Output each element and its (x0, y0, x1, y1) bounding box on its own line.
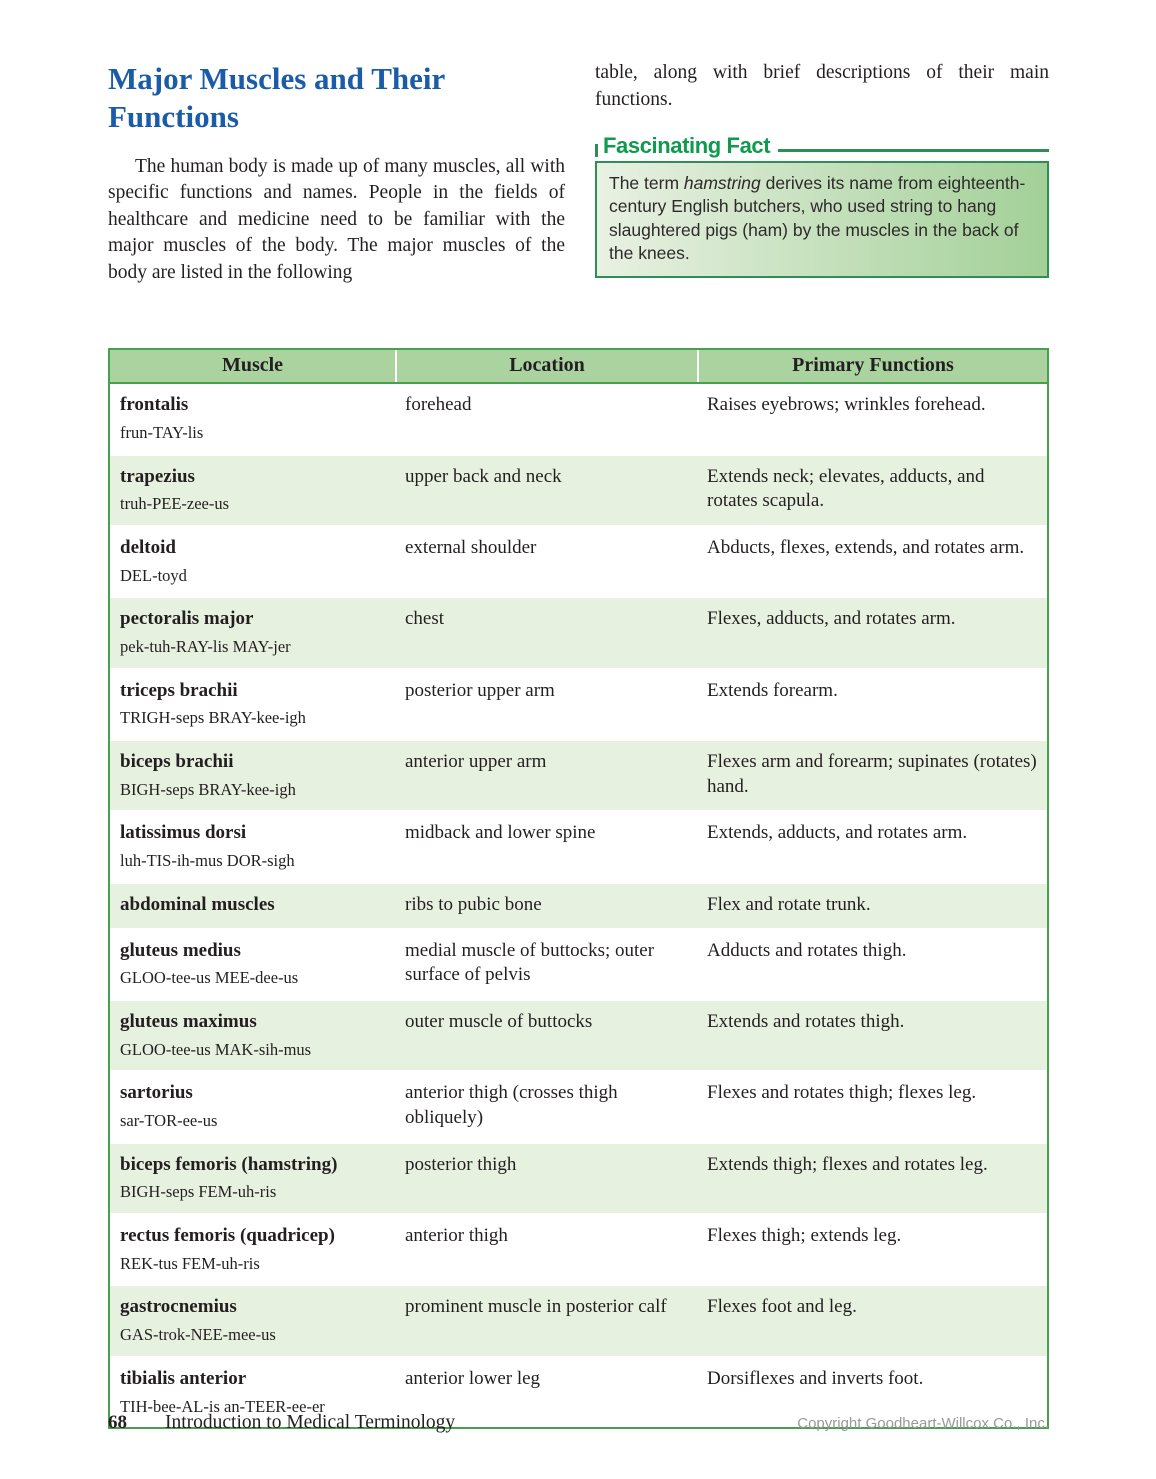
muscle-cell (110, 1010, 395, 1060)
table-row (110, 596, 1047, 667)
muscle-cell (110, 1295, 395, 1345)
location-cell: upper back and neck (405, 465, 562, 487)
page-number: 68 (108, 1412, 127, 1433)
functions-cell: Flexes foot and leg. (707, 1296, 857, 1318)
functions-cell: Extends forearm. (707, 679, 838, 701)
functions-cell: Flexes, adducts, and rotates arm. (707, 608, 956, 630)
muscle-pronunciation: GLOO-tee-us MAK-sih-mus (120, 1039, 312, 1059)
table-row (110, 1070, 1047, 1141)
muscle-name: deltoid (120, 536, 176, 558)
location-cell: posterior thigh (405, 1153, 517, 1175)
table-row (110, 928, 1047, 999)
location-cell: anterior lower leg (405, 1367, 541, 1389)
muscle-pronunciation: luh-TIS-ih-mus DOR-sigh (120, 851, 295, 871)
muscle-pronunciation: GAS-trok-NEE-mee-us (120, 1325, 276, 1345)
table-row (110, 1142, 1047, 1213)
muscle-name: sartorius (120, 1082, 193, 1104)
muscle-pronunciation: DEL-toyd (120, 565, 187, 585)
table-row (110, 668, 1047, 739)
muscle-name: abdominal muscles (120, 893, 275, 915)
footer-left (108, 1412, 455, 1434)
muscle-pronunciation: truh-PEE-zee-us (120, 494, 230, 514)
muscle-cell (110, 465, 395, 515)
fascinating-fact-section (595, 135, 1049, 278)
muscle-pronunciation: TIH-bee-AL-is an-TEER-ee-er (120, 1396, 325, 1416)
table-row (110, 882, 1047, 928)
muscle-cell (110, 821, 395, 871)
table-row (110, 999, 1047, 1070)
muscle-table (108, 348, 1049, 1429)
fact-heading-rule (778, 149, 1049, 152)
functions-cell: Raises eyebrows; wrinkles forehead. (707, 394, 986, 416)
muscle-name: gluteus medius (120, 939, 241, 961)
location-cell: anterior thigh (405, 1225, 508, 1247)
book-title: Introduction to Medical Terminology (165, 1412, 456, 1433)
functions-cell: Adducts and rotates thigh. (707, 939, 907, 961)
functions-cell: Flex and rotate trunk. (707, 893, 871, 915)
muscle-name: latissimus dorsi (120, 822, 247, 844)
muscle-cell (110, 1153, 395, 1203)
muscle-pronunciation: sar-TOR-ee-us (120, 1111, 218, 1131)
muscle-pronunciation: pek-tuh-RAY-lis MAY-jer (120, 637, 291, 657)
fascinating-fact-heading-row (595, 135, 1049, 159)
table-row (110, 810, 1047, 881)
functions-cell: Extends and rotates thigh. (707, 1010, 905, 1032)
location-cell: external shoulder (405, 536, 537, 558)
location-cell: prominent muscle in posterior calf (405, 1296, 667, 1318)
muscle-name: triceps brachii (120, 679, 238, 701)
muscle-pronunciation: frun-TAY-lis (120, 422, 204, 442)
muscle-table-header (110, 350, 1047, 384)
page-content (108, 0, 1049, 1429)
muscle-cell (110, 1224, 395, 1274)
muscle-cell (110, 679, 395, 729)
page-title: Major Muscles and Their Functions (108, 61, 445, 134)
location-cell: ribs to pubic bone (405, 893, 542, 915)
muscle-cell (110, 1367, 395, 1417)
muscle-name: trapezius (120, 465, 195, 487)
location-cell: chest (405, 608, 445, 630)
column-header-primary-functions: Primary Functions (697, 350, 1047, 382)
functions-cell: Flexes and rotates thigh; flexes leg. (707, 1082, 977, 1104)
table-row (110, 1213, 1047, 1284)
functions-cell: Dorsiflexes and inverts foot. (707, 1367, 924, 1389)
fact-text-italic: hamstring (683, 173, 761, 194)
muscle-cell (110, 893, 395, 918)
functions-cell: Flexes thigh; extends leg. (707, 1225, 902, 1247)
muscle-name: tibialis anterior (120, 1367, 247, 1389)
table-row (110, 454, 1047, 525)
fact-text-after: derives its name from eighteenth-century English butchers, who used string to hang slaughtered pigs (ham) by the muscles in the back of the knees. (609, 173, 1026, 263)
intro-paragraph-right: table, along with brief descriptions of their main functions. (595, 62, 1049, 110)
intro-right-column (595, 60, 1049, 286)
functions-cell: Extends thigh; flexes and rotates leg. (707, 1153, 988, 1175)
muscle-cell (110, 750, 395, 800)
muscle-cell (110, 393, 395, 443)
fascinating-fact-heading: Fascinating Fact (603, 133, 771, 159)
functions-cell: Extends neck; elevates, adducts, and rotates scapula. (707, 465, 985, 512)
page-footer (108, 1412, 1049, 1434)
muscle-pronunciation: TRIGH-seps BRAY-kee-igh (120, 708, 306, 728)
intro-left-column (108, 60, 565, 286)
location-cell: medial muscle of buttocks; outer surface of pelvis (405, 939, 655, 986)
muscle-name: biceps femoris (hamstring) (120, 1153, 338, 1175)
location-cell: forehead (405, 394, 472, 416)
muscle-cell (110, 536, 395, 586)
muscle-name: rectus femoris (quadricep) (120, 1225, 335, 1247)
muscle-table-body (110, 384, 1047, 1427)
location-cell: posterior upper arm (405, 679, 555, 701)
table-row (110, 739, 1047, 810)
muscle-name: gastrocnemius (120, 1296, 237, 1318)
location-cell: anterior thigh (crosses thigh obliquely) (405, 1082, 618, 1128)
copyright-notice: Copyright Goodheart-Willcox Co., Inc. (797, 1415, 1049, 1432)
muscle-cell (110, 607, 395, 657)
location-cell: midback and lower spine (405, 822, 596, 844)
table-row (110, 384, 1047, 453)
fascinating-fact-box (595, 161, 1049, 278)
intro-paragraph-left: The human body is made up of many muscles, all with specific functions and names. People in the fields of healthcare and medicine need to be familiar with the major muscles of the body. The major muscles of the body are listed in the following (108, 155, 565, 283)
functions-cell: Extends, adducts, and rotates arm. (707, 822, 968, 844)
muscle-pronunciation: REK-tus FEM-uh-ris (120, 1253, 260, 1273)
functions-cell: Flexes arm and forearm; supinates (rotates) hand. (707, 751, 1037, 797)
functions-cell: Abducts, flexes, extends, and rotates arm. (707, 536, 1025, 558)
muscle-cell (110, 1081, 395, 1131)
fact-text-before: The term (609, 173, 684, 194)
fact-corner-tick (595, 144, 598, 157)
column-header-muscle: Muscle (221, 354, 284, 377)
location-cell: outer muscle of buttocks (405, 1010, 593, 1032)
muscle-name: biceps brachii (120, 751, 234, 773)
muscle-pronunciation: GLOO-tee-us MEE-dee-us (120, 968, 299, 988)
muscle-name: gluteus maximus (120, 1010, 257, 1032)
table-row (110, 525, 1047, 596)
intro-columns (108, 60, 1049, 286)
muscle-pronunciation: BIGH-seps FEM-uh-ris (120, 1182, 277, 1202)
muscle-cell (110, 939, 395, 989)
location-cell: anterior upper arm (405, 751, 547, 773)
muscle-name: pectoralis major (120, 608, 254, 630)
column-header-location: Location (395, 350, 697, 382)
muscle-pronunciation: BIGH-seps BRAY-kee-igh (120, 779, 296, 799)
table-row (110, 1284, 1047, 1355)
muscle-name: frontalis (120, 394, 189, 416)
